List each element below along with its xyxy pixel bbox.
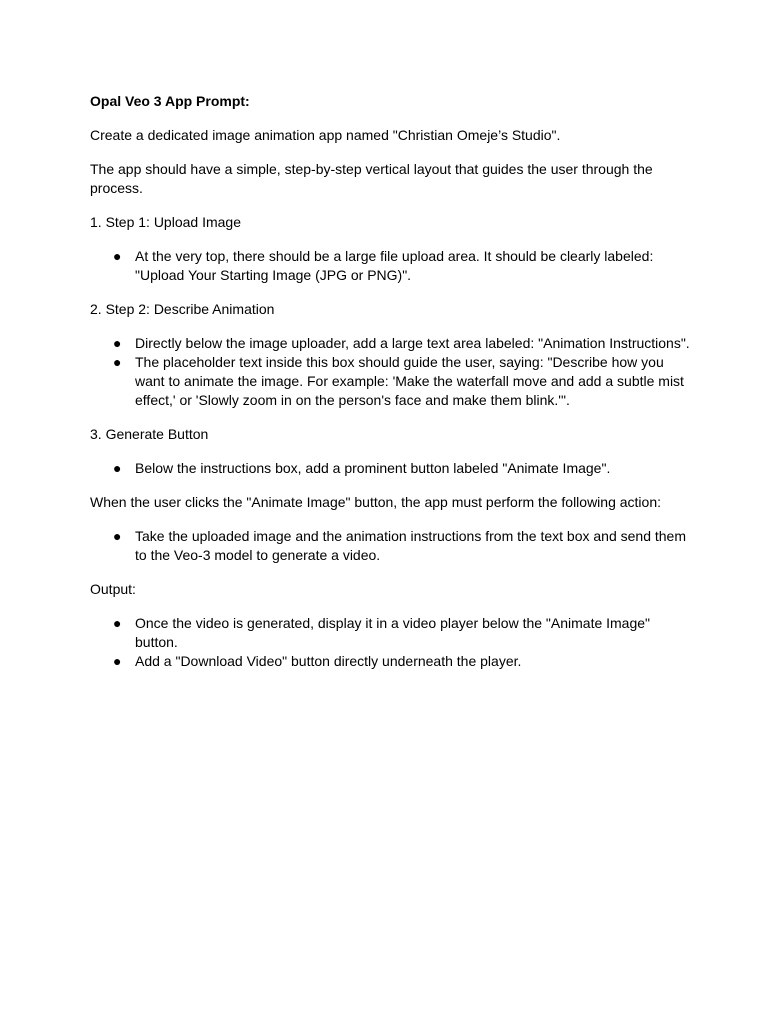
list-item — [90, 459, 690, 478]
step2-list — [90, 334, 690, 410]
step3-list — [90, 459, 690, 478]
list-item-text: At the very top, there should be a large file upload area. It should be clearly labeled: "Upload Your Starting Image (JPG or PNG)". — [135, 248, 654, 283]
bullet-icon: ● — [113, 653, 122, 669]
intro-paragraph: Create a dedicated image animation app named "Christian Omeje’s Studio". — [90, 127, 561, 143]
list-item-text: Directly below the image uploader, add a large text area labeled: "Animation Instructions". — [135, 335, 690, 351]
list-item — [90, 334, 690, 353]
output-heading: Output: — [90, 581, 136, 597]
bullet-icon: ● — [113, 248, 122, 264]
bullet-icon: ● — [113, 615, 122, 631]
document-title: Opal Veo 3 App Prompt: — [90, 93, 250, 109]
list-item — [90, 353, 690, 410]
bullet-icon: ● — [113, 528, 122, 544]
bullet-icon: ● — [113, 335, 122, 351]
list-item — [90, 614, 690, 652]
list-item-text: Once the video is generated, display it in a video player below the "Animate Image" button. — [135, 615, 651, 650]
list-item — [90, 247, 690, 285]
step1-heading: 1. Step 1: Upload Image — [90, 214, 241, 230]
action-list — [90, 527, 690, 565]
list-item — [90, 527, 690, 565]
document-page — [90, 92, 690, 686]
bullet-icon: ● — [113, 354, 122, 370]
list-item-text: Below the instructions box, add a prominent button labeled "Animate Image". — [135, 460, 611, 476]
list-item-text: Take the uploaded image and the animation instructions from the text box and send them to the Veo-3 model to generate a video. — [135, 528, 687, 563]
list-item-text: The placeholder text inside this box should guide the user, saying: "Describe how you want to animate the image. For example: 'Make the waterfall move and add a subtle mist effect,' or 'Slowly zoom in on the person's face and make them blink.'". — [135, 354, 684, 408]
step1-list — [90, 247, 690, 285]
bullet-icon: ● — [113, 460, 122, 476]
step3-heading: 3. Generate Button — [90, 426, 209, 442]
output-list — [90, 614, 690, 671]
action-paragraph: When the user clicks the "Animate Image" button, the app must perform the following action: — [90, 494, 662, 510]
list-item — [90, 652, 690, 671]
layout-paragraph: The app should have a simple, step-by-step vertical layout that guides the user through the process. — [90, 161, 653, 196]
step2-heading: 2. Step 2: Describe Animation — [90, 301, 275, 317]
list-item-text: Add a "Download Video" button directly underneath the player. — [135, 653, 522, 669]
